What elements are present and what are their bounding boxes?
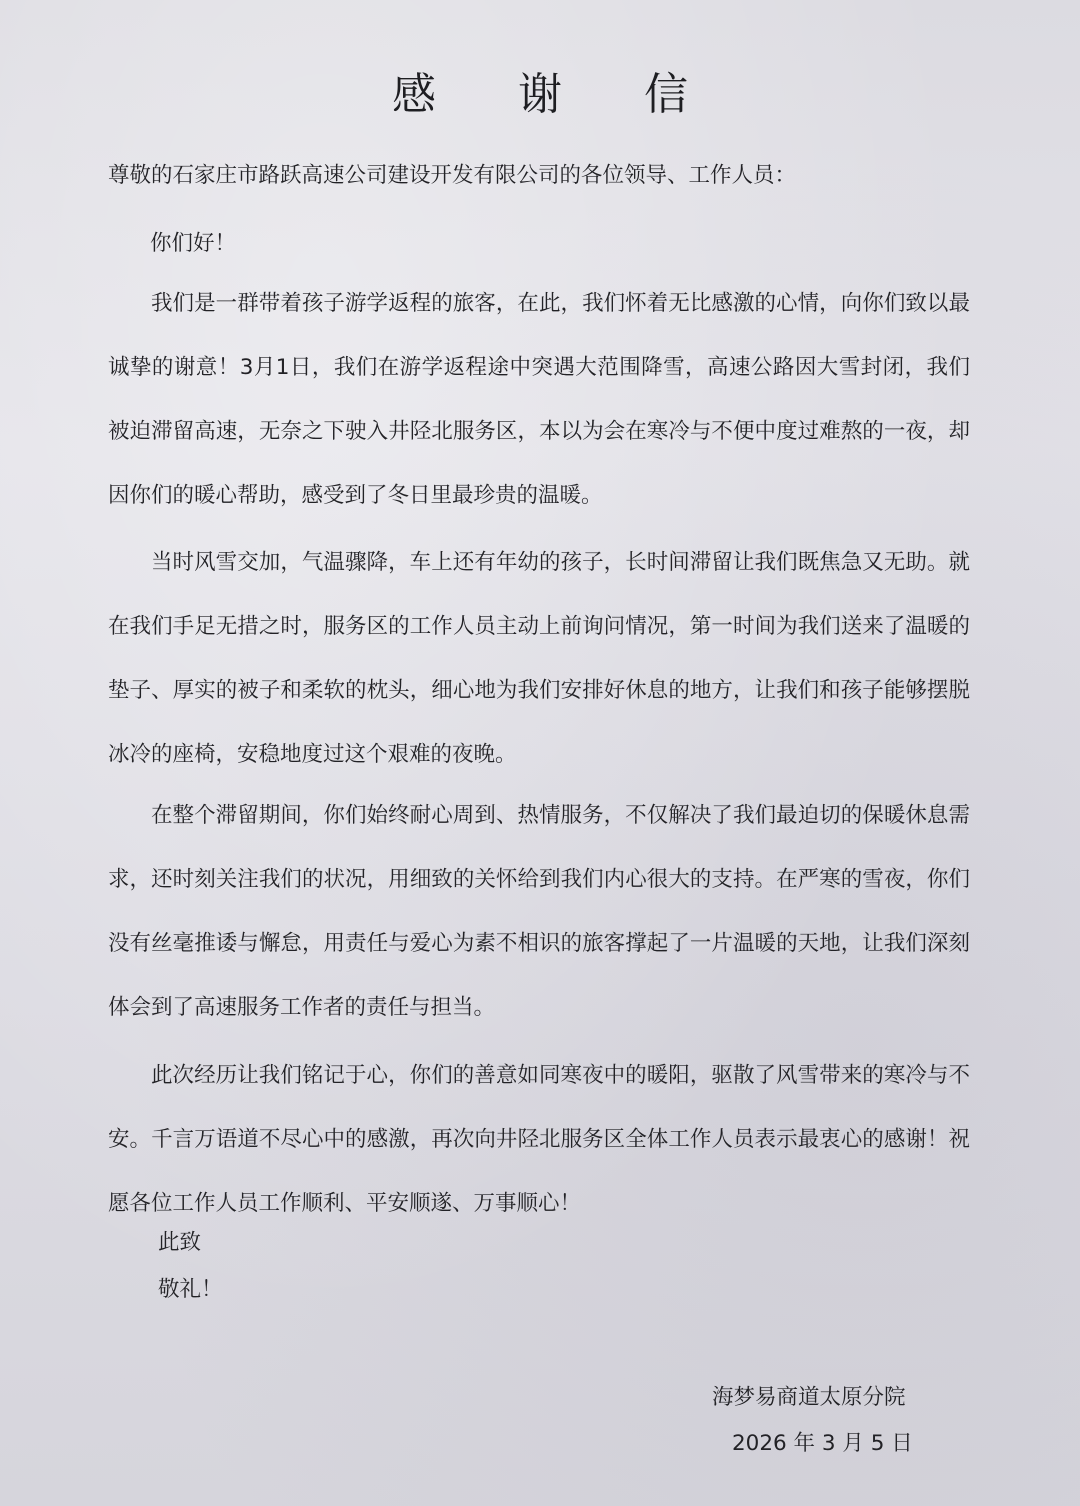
closing-line-1: 此致 [158, 1230, 202, 1255]
closing-line-2: 敬礼！ [158, 1277, 223, 1302]
body-paragraph: 在整个滞留期间，你们始终耐心周到、热情服务，不仅解决了我们最迫切的保暖休息需求，还时刻关注我们的状况，用细致的关怀给到我们内心很大的支持。在严寒的雪夜，你们没有丝毫推诿与懈怠，用责任与爱心为素不相识的旅客撑起了一片温暖的天地，让我们深刻体会到了高速服务工作者的责任与担当。 [108, 803, 970, 1020]
signature-date: 2026 年 3 月 5 日 [732, 1431, 913, 1456]
letter-greeting: 尊敬的石家庄市路跃高速公司建设开发有限公司的各位领导、工作人员： [108, 163, 797, 188]
letter-hello: 你们好！ [150, 231, 237, 256]
body-paragraph: 我们是一群带着孩子游学返程的旅客，在此，我们怀着无比感激的心情，向你们致以最诚挚的谢意！3月1日，我们在游学返程途中突遇大范围降雪，高速公路因大雪封闭，我们被迫滞留高速，无奈之下驶入井陉北服务区，本以为会在寒冷与不便中度过难熬的一夜，却因你们的暖心帮助，感受到了冬日里最珍贵的温暖。 [108, 291, 970, 508]
body-paragraph: 此次经历让我们铭记于心，你们的善意如同寒夜中的暖阳，驱散了风雪带来的寒冷与不安。千言万语道不尽心中的感激，再次向井陉北服务区全体工作人员表示最衷心的感谢！祝愿各位工作人员工作顺利、平安顺遂、万事顺心！ [108, 1063, 970, 1216]
signature-organization: 海梦易商道太原分院 [712, 1385, 906, 1410]
body-paragraph: 当时风雪交加，气温骤降，车上还有年幼的孩子，长时间滞留让我们既焦急又无助。就在我们手足无措之时，服务区的工作人员主动上前询问情况，第一时间为我们送来了温暖的垫子、厚实的被子和柔软的枕头，细心地为我们安排好休息的地方，让我们和孩子能够摆脱冰冷的座椅，安稳地度过这个艰难的夜晚。 [108, 550, 970, 767]
letter-title: 感 谢 信 [392, 69, 722, 120]
